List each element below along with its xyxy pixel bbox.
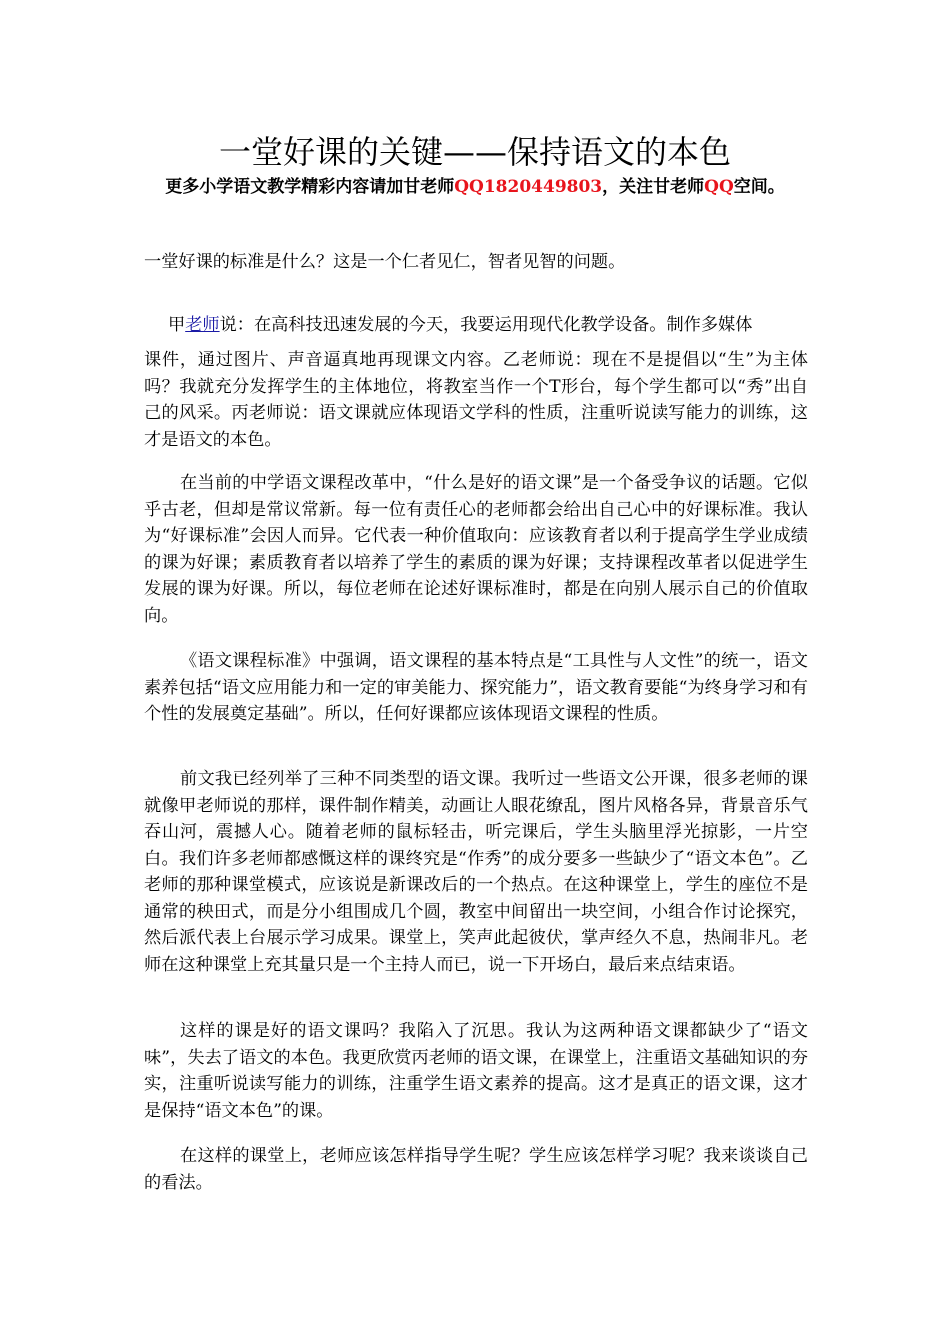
paragraph-1 [144, 312, 808, 339]
paragraph-6: 在这样的课堂上，老师应该怎样指导学生呢？学生应该怎样学习呢？我来谈谈自己的看法。 [144, 1146, 808, 1193]
paragraph-4: 前文我已经列举了三种不同类型的语文课。我听过一些语文公开课，很多老师的课就像甲老师说的那样，课件制作精美，动画让人眼花缭乱，图片风格各异，背景音乐气吞山河，震撼人心。随着老师的鼠标轻击，听完课后，学生头脑里浮光掠影，一片空白。我们许多老师都感慨这样的课终究是“作秀”的成分要多一些缺少了“语文本色”。乙老师的那种课堂模式，应该说是新课改后的一个热点。在这种课堂上，学生的座位不是通常的秧田式，而是分小组围成几个圆，教室中间留出一块空间，小组合作讨论探究，然后派代表上台展示学习成果。课堂上，笑声此起彼伏，掌声经久不息，热闹非凡。老师在这种课堂上充其量只是一个主持人而已，说一下开场白，最后来点结束语。 [144, 769, 808, 975]
promo-line [0, 175, 950, 199]
teacher-link[interactable]: 老师 [185, 315, 220, 335]
page-title: 一堂好课的关键——保持语文的本色 [218, 133, 731, 171]
paragraph-1-prefix: 甲 [168, 315, 186, 335]
paragraph-3: 《语文课程标准》中强调，语文课程的基本特点是“工具性与人文性”的统一，语文素养包括“语文应用能力和一定的审美能力、探究能力”，语文教育要能“为终身学习和有个性的发展奠定基础”。所以，任何好课都应该体现语文课程的性质。 [144, 651, 808, 724]
promo-text-1: 更多小学语文教学精彩内容请加甘老师 [165, 177, 455, 197]
qq-label: QQ [704, 177, 734, 197]
paragraph-5: 这样的课是好的语文课吗？我陷入了沉思。我认为这两种语文课都缺少了“语文味”，失去了语文的本色。我更欣赏丙老师的语文课，在课堂上，注重语文基础知识的夯实，注重听说读写能力的训练，注重学生语文素养的提高。这才是真正的语文课，这才是保持“语文本色”的课。 [144, 1021, 808, 1121]
paragraph-1-continued: 课件，通过图片、声音逼真地再现课文内容。乙老师说：现在不是提倡以“生”为主体吗？我就充分发挥学生的主体地位，将教室当作一个T形台，每个学生都可以“秀”出自己的风采。丙老师说：语文课就应体现语文学科的性质，注重听说读写能力的训练，这才是语文的本色。 [144, 350, 808, 450]
paragraph-2: 在当前的中学语文课程改革中，“什么是好的语文课”是一个备受争议的话题。它似乎古老，但却是常议常新。每一位有责任心的老师都会给出自己心中的好课标准。我认为“好课标准”会因人而异。它代表一种价值取向：应该教育者以利于提高学生学业成绩的课为好课；素质教育者以培养了学生的素质的课为好课；支持课程改革者以促进学生发展的课为好课。所以，每位老师在论述好课标准时，都是在向别人展示自己的价值取向。 [144, 473, 808, 626]
intro-paragraph: 一堂好课的标准是什么？这是一个仁者见仁，智者见智的问题。 [144, 252, 626, 272]
paragraph-1-line1: 说：在高科技迅速发展的今天，我要运用现代化教学设备。制作多媒体 [219, 315, 753, 335]
promo-text-3: 空间。 [733, 177, 785, 197]
qq-number: QQ1820449803 [454, 177, 603, 197]
promo-text-2: ，关注甘老师 [602, 177, 705, 197]
